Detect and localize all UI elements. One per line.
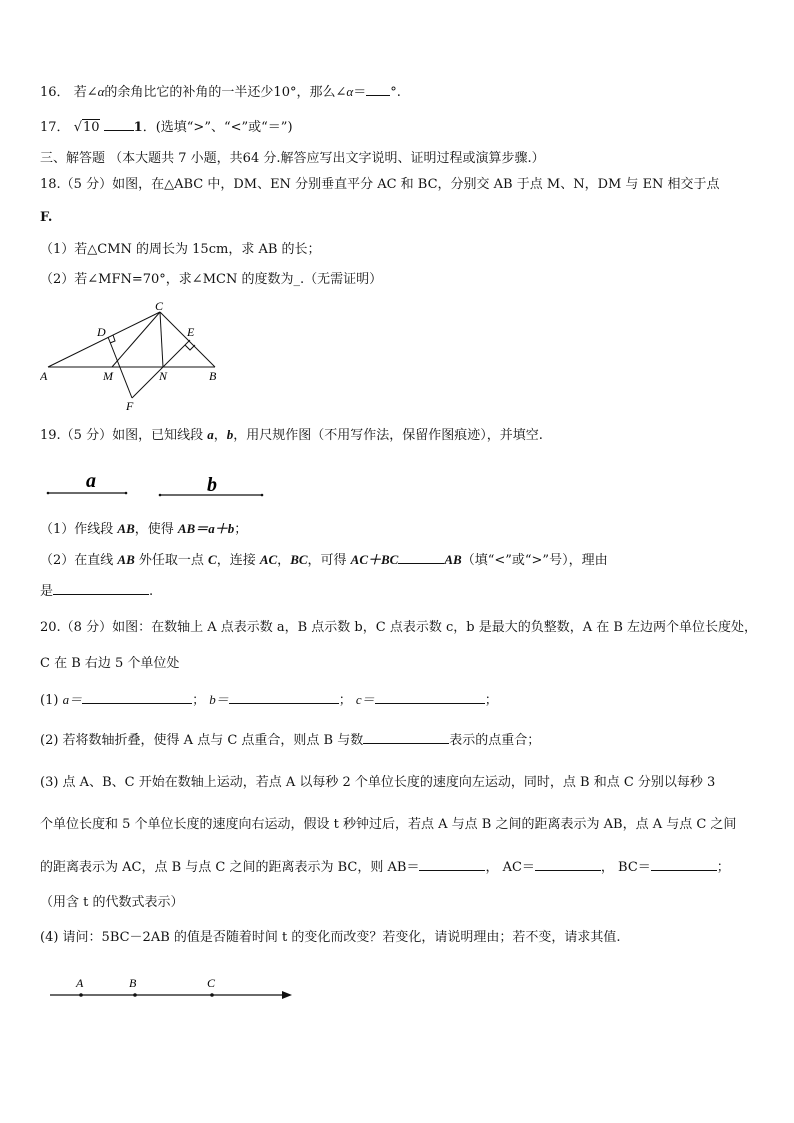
label-N: N bbox=[159, 369, 168, 383]
number-line-figure bbox=[40, 970, 300, 1010]
question-20-part4: (4) 请问：5BC－2AB 的值是否随着时间 t 的变化而改变？若变化，请说明理由；若不变，请求其值. bbox=[40, 930, 621, 945]
label-A: A bbox=[40, 369, 48, 383]
segment-a-label: a bbox=[86, 470, 96, 492]
axis-arrow-icon bbox=[282, 991, 292, 999]
segment-CN bbox=[160, 312, 163, 367]
segments-figure bbox=[40, 465, 280, 505]
answer-blank-b[interactable] bbox=[229, 693, 339, 704]
segment-AC bbox=[48, 312, 160, 367]
label-M: M bbox=[103, 369, 113, 383]
question-16: 16． 若∠α的余角比它的补角的一半还少10°，那么∠α＝ °. bbox=[40, 84, 401, 100]
question-18-part1: （1）若△CMN 的周长为 15cm，求 AB 的长； bbox=[40, 242, 321, 257]
answer-blank[interactable] bbox=[398, 553, 444, 564]
question-20-part2: (2) 若将数轴折叠，使得 A 点与 C 点重合，则点 B 与数 表示的点重合； bbox=[40, 733, 541, 748]
question-20-part3-note: （用含 t 的代数式表示） bbox=[40, 895, 184, 910]
axis-label-B: B bbox=[129, 976, 137, 990]
section-heading: 三、解答题 （本大题共 7 小题，共64 分.解答应写出文字说明、证明过程或演算步骤.） bbox=[40, 151, 545, 166]
answer-blank[interactable] bbox=[363, 733, 449, 744]
question-19-part2-reason: 是 . bbox=[40, 584, 154, 599]
question-20-part3-line2: 个单位长度和 5 个单位长度的速度向右运动，假设 t 秒钟过后，若点 A 与点 B 之间的距离表示为 AB，点 A 与点 C 之间 bbox=[40, 817, 737, 832]
question-20-part3-line1: (3) 点 A、B、C 开始在数轴上运动，若点 A 以每秒 2 个单位长度的速度向左运动，同时，点 B 和点 C 分别以每秒 3 bbox=[40, 775, 716, 790]
answer-blank-AC[interactable] bbox=[535, 860, 601, 871]
question-18-line2: F. bbox=[40, 210, 53, 225]
sqrt-expression: √10 bbox=[73, 120, 100, 135]
question-18: 18.（5 分）如图，在△ABC 中，DM、EN 分别垂直平分 AC 和 BC，分别交 AB 于点 M、N，DM 与 EN 相交于点 bbox=[40, 177, 720, 192]
label-B: B bbox=[209, 369, 217, 383]
axis-label-C: C bbox=[207, 976, 216, 990]
segment-BC bbox=[160, 312, 215, 367]
axis-label-A: A bbox=[76, 976, 84, 990]
answer-blank-AB[interactable] bbox=[419, 860, 485, 871]
question-20: 20.（8 分）如图：在数轴上 A 点表示数 a，B 点示数 b，C 点表示数 c，b 是最大的负整数，A 在 B 左边两个单位长度处， bbox=[40, 620, 758, 635]
label-C: C bbox=[155, 300, 164, 313]
label-D: D bbox=[97, 325, 106, 339]
label-F: F bbox=[126, 399, 134, 413]
question-19-part1: （1）作线段 AB，使得 AB＝a＋b； bbox=[40, 521, 248, 537]
point-A bbox=[79, 993, 83, 997]
triangle-figure bbox=[40, 300, 230, 415]
question-20-line2: C 在 B 右边 5 个单位处 bbox=[40, 656, 180, 671]
question-20-part3-line3: 的距离表示为 AC，点 B 与点 C 之间的距离表示为 BC，则 AB＝ ， AC＝ ， BC＝ ； bbox=[40, 860, 730, 875]
segment-b-label: b bbox=[207, 474, 217, 496]
label-E: E bbox=[187, 325, 195, 339]
answer-blank[interactable] bbox=[53, 584, 149, 595]
question-number: 16． bbox=[40, 85, 70, 100]
question-number: 17． bbox=[40, 120, 70, 135]
question-20-part1: (1) a＝ ； b＝ ； c＝ ； bbox=[40, 692, 498, 708]
question-19-part2: （2）在直线 AB 外任取一点 C，连接 AC，BC，可得 AC＋BC AB（填“<”或“>”号），理由 bbox=[40, 552, 608, 568]
answer-blank-BC[interactable] bbox=[651, 860, 717, 871]
answer-blank-c[interactable] bbox=[375, 693, 485, 704]
question-17: 17． √10 1．(选填“>”、“<”或“＝”) bbox=[40, 120, 293, 135]
answer-blank-a[interactable] bbox=[82, 693, 192, 704]
point-B bbox=[133, 993, 137, 997]
answer-blank[interactable] bbox=[104, 120, 134, 131]
question-18-part2: （2）若∠MFN=70°，求∠MCN 的度数为_.（无需证明） bbox=[40, 272, 383, 287]
question-19: 19.（5 分）如图，已知线段 a，b，用尺规作图（不用写作法，保留作图痕迹），并填空. bbox=[40, 427, 543, 443]
segment-CM bbox=[112, 312, 160, 367]
answer-blank[interactable] bbox=[366, 85, 390, 96]
point-C bbox=[210, 993, 214, 997]
